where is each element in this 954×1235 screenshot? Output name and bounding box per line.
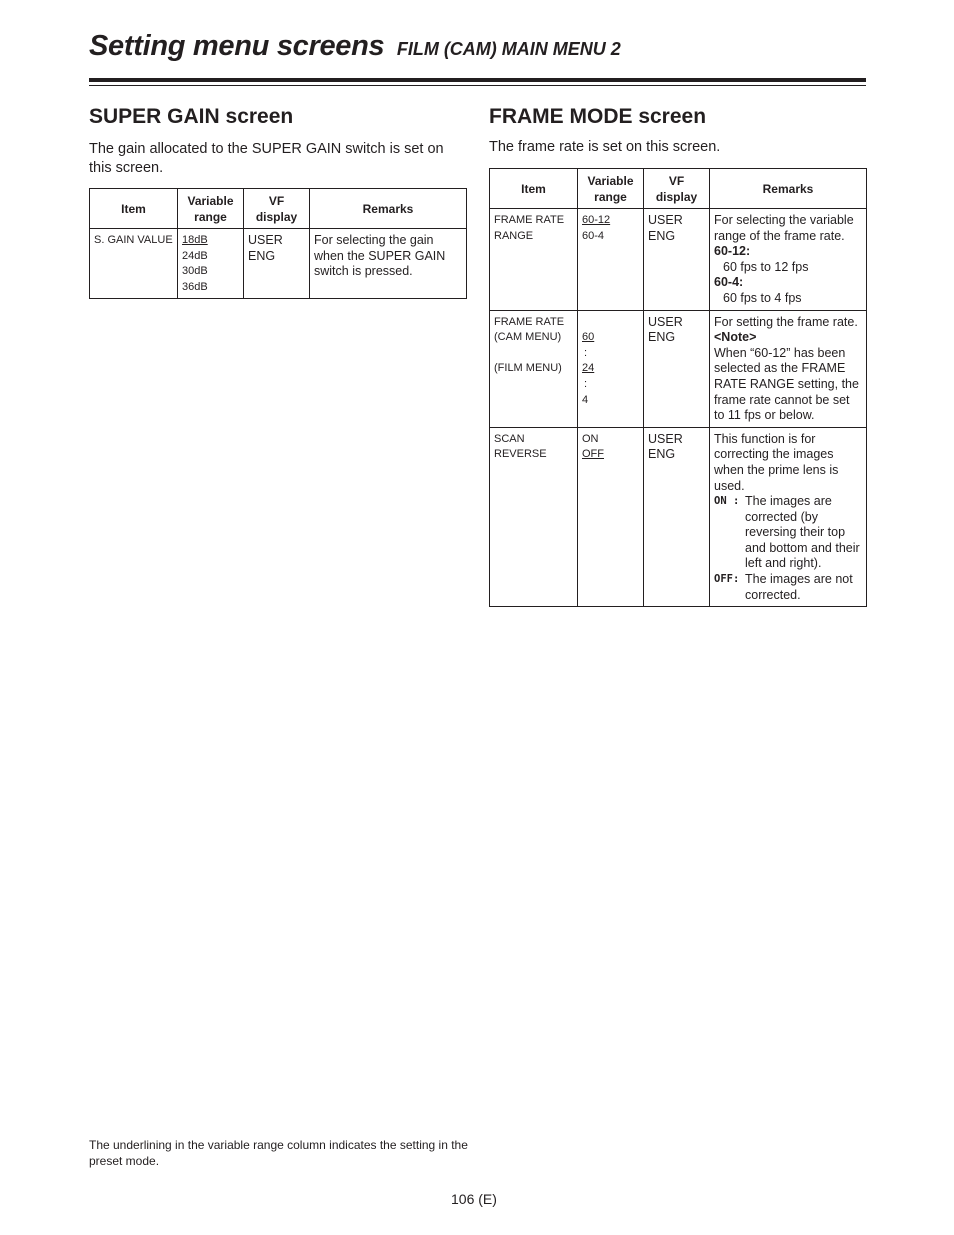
range-value: : <box>584 346 588 359</box>
col-range-line2: range <box>594 189 627 204</box>
option-off-label: OFF: <box>714 573 740 586</box>
page-title: Setting menu screens <box>89 30 385 62</box>
range-value: OFF <box>582 448 604 461</box>
header-rule-thin <box>89 85 866 86</box>
range-cell <box>578 209 644 311</box>
remark-intro: For selecting the variable range of the frame rate. <box>714 213 854 243</box>
note-label: <Note> <box>714 330 757 345</box>
range-value: 60 <box>582 331 595 344</box>
col-vf-line1: VF <box>668 173 685 188</box>
table-header-row <box>490 169 867 209</box>
item-line: (FILM MENU) <box>494 362 562 375</box>
range-value: 36dB <box>182 280 208 293</box>
col-range-line1: Variable <box>587 173 634 188</box>
col-vf-line2: display <box>655 189 698 204</box>
range-value: : <box>584 377 588 390</box>
frame-mode-heading: FRAME MODE screen <box>489 105 707 128</box>
item-cell: S. GAIN VALUE <box>90 229 178 299</box>
range-value: 24 <box>582 362 595 375</box>
col-remarks: Remarks <box>310 189 467 229</box>
remarks-cell <box>710 310 867 427</box>
range-value: 18dB <box>182 234 208 246</box>
range-value: 4 <box>582 393 589 406</box>
col-item: Item <box>90 189 178 229</box>
remark-option-label: 60-12: <box>714 244 751 259</box>
remarks-cell <box>710 427 867 607</box>
vf-eng: ENG <box>248 248 276 263</box>
table-row <box>490 310 867 427</box>
range-value: 30dB <box>182 265 208 278</box>
vf-cell <box>644 209 710 311</box>
vf-eng: ENG <box>648 330 676 345</box>
option-on-label: ON : <box>714 495 740 508</box>
super-gain-intro: The gain allocated to the SUPER GAIN switch is set on this screen. <box>89 141 444 176</box>
note-text: When “60-12” has been selected as the FRAME RATE RANGE setting, the frame rate cannot be set to 11 fps or below. <box>714 345 859 423</box>
vf-eng: ENG <box>648 228 676 243</box>
page-subtitle: FILM (CAM) MAIN MENU 2 <box>396 39 621 59</box>
col-vf-line1: VF <box>268 193 285 208</box>
col-range <box>578 169 644 209</box>
option-off-text: The images are not corrected. <box>745 572 853 602</box>
col-vf <box>644 169 710 209</box>
super-gain-heading: SUPER GAIN screen <box>89 105 294 128</box>
item-line: FRAME RATE <box>494 315 565 328</box>
spacer <box>494 346 573 362</box>
table-row <box>490 209 867 311</box>
frame-mode-intro: The frame rate is set on this screen. <box>489 139 721 155</box>
super-gain-table <box>89 188 467 299</box>
col-range-line2: range <box>194 209 227 224</box>
item-cell <box>490 209 578 311</box>
footnote: The underlining in the variable range column indicates the setting in the preset mode. <box>89 1138 468 1168</box>
super-gain-section <box>89 103 466 299</box>
range-cell <box>178 229 244 299</box>
vf-eng: ENG <box>648 447 676 462</box>
vf-user: USER <box>648 213 683 227</box>
range-cell <box>578 427 644 607</box>
range-value: ON <box>582 432 599 445</box>
remarks-cell <box>710 209 867 311</box>
vf-cell <box>644 427 710 607</box>
remark-option-text: 60 fps to 12 fps <box>723 259 809 274</box>
table-header-row <box>90 189 467 229</box>
col-item: Item <box>490 169 578 209</box>
range-value: 24dB <box>182 249 208 262</box>
vf-cell <box>644 310 710 427</box>
option-on <box>714 494 863 572</box>
table-row <box>90 229 467 299</box>
col-range-line1: Variable <box>187 193 234 208</box>
col-remarks: Remarks <box>710 169 867 209</box>
range-cell <box>578 310 644 427</box>
option-on-text: The images are corrected (by reversing their top and bottom and their left and right). <box>745 494 860 571</box>
header-rule-thick <box>89 78 866 82</box>
remarks-cell: For selecting the gain when the SUPER GAIN switch is pressed. <box>310 229 467 299</box>
vf-user: USER <box>648 314 683 329</box>
frame-mode-table <box>489 168 867 607</box>
remark-option-text: 60 fps to 4 fps <box>723 290 802 305</box>
spacer <box>582 315 639 331</box>
option-off <box>714 572 863 603</box>
frame-mode-section <box>489 103 866 607</box>
range-value: 60-12 <box>582 214 611 226</box>
range-value: 60-4 <box>582 229 605 242</box>
page-number: 106 (E) <box>451 1191 497 1207</box>
table-row <box>490 427 867 607</box>
page-header <box>89 30 621 63</box>
remark-intro: This function is for correcting the images when the prime lens is used. <box>714 431 839 493</box>
remark-intro: For setting the frame rate. <box>714 314 858 329</box>
item-cell: SCAN REVERSE <box>490 427 578 607</box>
col-vf <box>244 189 310 229</box>
item-line: FRAME RATE <box>494 214 565 226</box>
col-range <box>178 189 244 229</box>
item-line: (CAM MENU) <box>494 331 562 344</box>
vf-user: USER <box>248 233 283 247</box>
vf-user: USER <box>648 431 683 446</box>
item-line: RANGE <box>494 229 534 242</box>
remark-option-label: 60-4: <box>714 275 744 290</box>
col-vf-line2: display <box>255 209 298 224</box>
item-cell <box>490 310 578 427</box>
vf-cell <box>244 229 310 299</box>
